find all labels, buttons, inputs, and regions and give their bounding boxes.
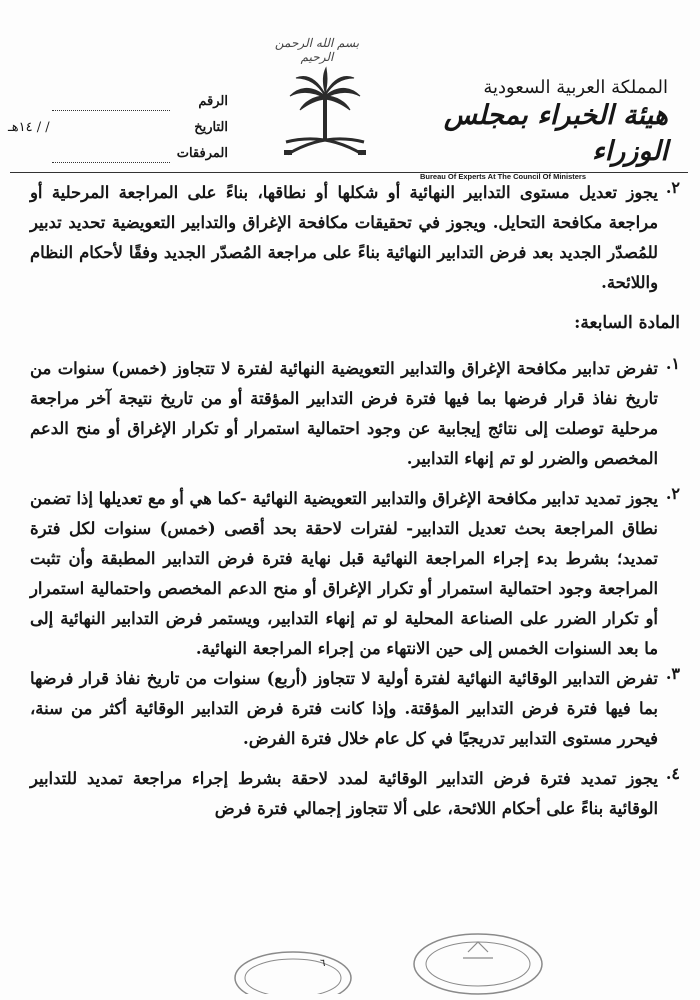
- bureau-name-arabic: هيئة الخبراء بمجلس الوزراء: [443, 100, 668, 167]
- item-text: يجوز تمديد تدابير مكافحة الإغراق والتدابير التعويضية النهائية -كما هي أو مع تعديلها إذا تضمن نطاق المراجعة بحث تعديل التدابير- لفترات لاحقة بحد أقصى (خمس) سنوات لكل فترة تمديد؛ بشرط بدء إجراء المراجعة النهائية قبل نهاية فترة فرض التدابير المطبقة وأن تثبت المراجعة وجود احتمالية استمرار أو تكرار الإغراق أو منح الدعم المخصص واحتمالية استمرار أو تكرار الضرر على الصناعة المحلية لو تم إنهاء التدابير، ويستمر فرض التدابير النهائية إلى ما بعد السنوات الخمس إلى حين الانتهاء من إجراء المراجعة النهائية.: [30, 489, 658, 658]
- item-text: تفرض تدابير مكافحة الإغراق والتدابير التعويضية النهائية لفترة لا تتجاوز (خمس) سنوات من تاريخ نفاذ قرار فرضها بما فيها فترة فرض التدابير المؤقتة أو من تاريخ نتيجة آخر مراجعة مرحلية توصلت إلى نتائج إيجابية عن وجود احتمالية استمرار أو تكرار الإغراق أو منح الدعم المخصص والضرر لو تم إنهاء التدابير.: [30, 359, 658, 468]
- article-item-1: [30, 354, 680, 474]
- number-label: الرقم: [198, 94, 228, 109]
- number-field-line: [52, 110, 170, 111]
- article-heading: المادة السابعة:: [574, 313, 680, 333]
- clause-number: ٢.: [665, 178, 680, 197]
- official-stamp-right-icon: [408, 918, 548, 996]
- page-number: ٦: [320, 958, 326, 969]
- article-item-2: [30, 484, 680, 664]
- item-number: ٤.: [665, 764, 680, 783]
- date-value: / / ١٤هـ: [8, 120, 50, 135]
- official-stamp-left-icon: [228, 938, 358, 994]
- document-body: [30, 178, 680, 824]
- bureau-name-english: Bureau Of Experts At The Council Of Ministers: [420, 172, 586, 181]
- intro-clause: [30, 178, 680, 298]
- attachments-label: المرفقات: [176, 146, 228, 161]
- item-number: ٣.: [665, 664, 680, 683]
- article-item-3: [30, 664, 680, 754]
- letterhead-issuer: [408, 78, 668, 181]
- date-label: التاريخ: [194, 120, 228, 135]
- item-number: ٢.: [665, 484, 680, 503]
- item-number: ١.: [665, 354, 680, 373]
- kingdom-name: المملكة العربية السعودية: [483, 77, 668, 98]
- item-text: يجوز تمديد فترة فرض التدابير الوقائية لمدد لاحقة بشرط إجراء مراجعة تمديد للتدابير الوقائية بناءً على أحكام اللائحة، على ألا تتجاوز إجمالي فترة فرض: [30, 769, 658, 818]
- item-text: تفرض التدابير الوقائية النهائية لفترة أولية لا تتجاوز (أربع) سنوات من تاريخ نفاذ قرار فرضها بما فيها فترة فرض التدابير المؤقتة. وإذا كانت فترة فرض التدابير الوقائية أكثر من سنة، فيحرر مستوى التدابير تدريجيًا في كل عام خلال فترة الفرض.: [30, 669, 658, 748]
- header-divider: [10, 172, 688, 173]
- article-item-4: [30, 764, 680, 824]
- palm-swords-emblem-icon: [280, 66, 370, 166]
- attachments-field-line: [52, 162, 170, 163]
- clause-text: يجوز تعديل مستوى التدابير النهائية أو شكلها أو نطاقها، بناءً على المراجعة المرحلية أو مراجعة مكافحة التحايل. ويجوز في تحقيقات مكافحة الإغراق والتدابير التعويضية تحديد تدبير للمُصدّر الجديد بعد فرض التدابير النهائية بناءً على مراجعة المُصدّر الجديد وفقًا لأحكام النظام واللائحة.: [30, 183, 658, 292]
- reference-box: [8, 92, 228, 170]
- basmala: بسم الله الرحمن الرحيم: [274, 36, 360, 64]
